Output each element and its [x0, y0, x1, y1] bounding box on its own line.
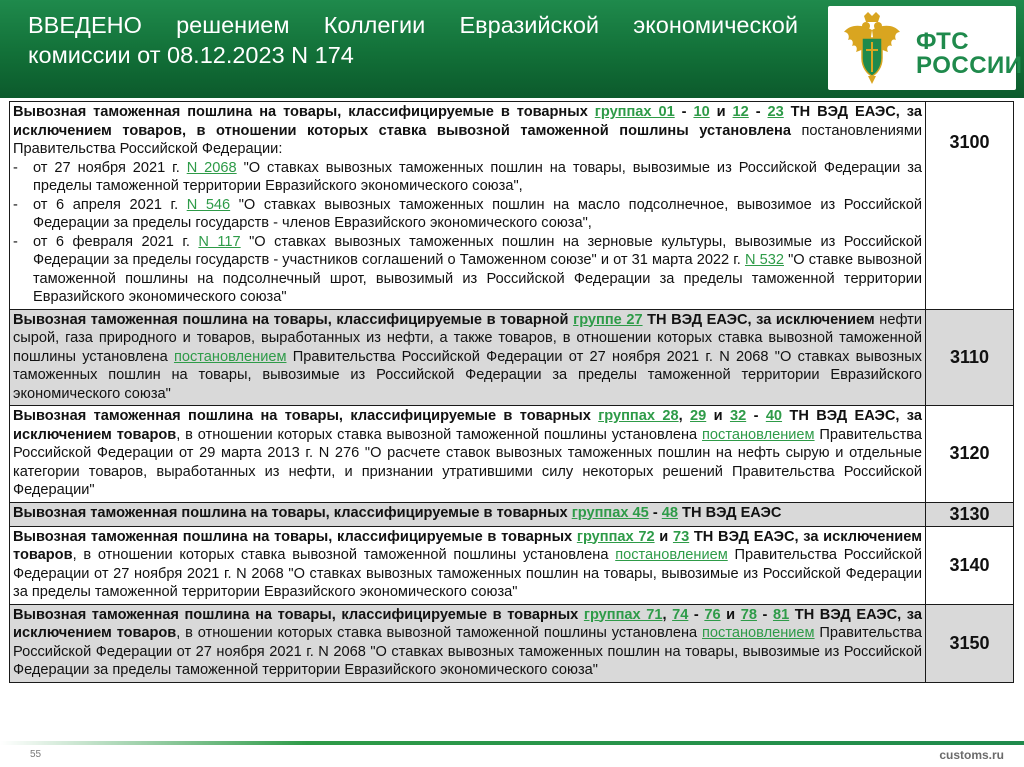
- text: постановлениями Правительства Российской Федерации:: [13, 122, 922, 157]
- site-link[interactable]: customs.ru: [939, 748, 1004, 762]
- row-description: Вывозная таможенная пошлина на товары, классифицируемые в товарных группах 71, 74 - 76 и 78 - 81 ТН ВЭД ЕАЭС, за исключением товаров, в отношении которых ставка вывозной таможенной пошлины установлена постановлением Правительства Российской Федерации от 27 ноября 2021 г. N 2068 "О ставках вывозных таможенных пошлин на товары, вывозимые из Российской Федерации за пределы таможенной территории Евразийского экономического союза": [10, 604, 926, 682]
- footer-divider: [0, 741, 1024, 745]
- link-group-23[interactable]: 23: [767, 104, 784, 120]
- link-group-78[interactable]: 78: [740, 606, 757, 623]
- link-group-10[interactable]: 10: [693, 104, 710, 120]
- link-group-74[interactable]: 74: [672, 606, 689, 623]
- slide-title: [28, 10, 798, 70]
- header-banner: [0, 0, 1024, 98]
- link-postanovlenie[interactable]: постановлением: [702, 426, 815, 443]
- link-group-29[interactable]: 29: [690, 408, 707, 424]
- link-group-28[interactable]: группах 28: [598, 408, 679, 424]
- tariff-code: 3100: [926, 102, 1014, 310]
- link-group-01[interactable]: группах 01: [594, 104, 675, 120]
- text: -: [674, 104, 694, 120]
- tariff-table: [9, 101, 1013, 683]
- tariff-code: 3110: [926, 309, 1014, 406]
- list-item: - от 6 апреля 2021 г. N 546 "О ставках вывозных таможенных пошлин на масло подсолнечное, вывозимое из Российской Федерации за пределы государств - членов Евразийского экономического союза",: [13, 196, 922, 231]
- link-group-72[interactable]: группах 72: [576, 528, 655, 545]
- table-row: [10, 309, 1014, 406]
- text: ТН ВЭД ЕАЭС, за исключением товаров, в отношении которых ставка вывозной таможенной пошлины установлена: [13, 104, 922, 139]
- row-description: Вывозная таможенная пошлина на товары, классифицируемые в товарных группах 28, 29 и 32 - 40 ТН ВЭД ЕАЭС, за исключением товаров, в отношении которых ставка вывозной таможенной пошлины установлена постановлением Правительства Российской Федерации от 29 марта 2013 г. N 276 "О расчете ставок вывозных таможенных пошлин на нефть сырую и отдельные категории товаров, выработанных из нефти, и признании утратившими силу некоторых решений Правительства Российской Федерации": [10, 406, 926, 503]
- eagle-emblem-icon: [842, 10, 902, 86]
- link-postanovlenie[interactable]: постановлением: [702, 625, 815, 641]
- link-postanovlenie[interactable]: постановлением: [615, 547, 728, 563]
- list-item: - от 27 ноября 2021 г. N 2068 "О ставках вывозных таможенных пошлин на товары, вывозимые из Российской Федерации за пределы таможенной территории Евразийского экономического союза",: [13, 159, 923, 194]
- link-group-73[interactable]: 73: [672, 528, 690, 545]
- row-description: Вывозная таможенная пошлина на товары, классифицируемые в товарных группах 72 и 73 ТН ВЭД ЕАЭС, за исключением товаров, в отношении которых ставка вывозной таможенной пошлины установлена постановлением Правительства Российской Федерации от 27 ноября 2021 г. N 2068 "О ставках вывозных таможенных пошлин на товары, вывозимые из Российской Федерации за пределы таможенной территории Евразийского экономического союза": [10, 526, 926, 604]
- table-row: [10, 604, 1014, 682]
- fts-logo: [828, 6, 1023, 90]
- link-n-546[interactable]: N 546: [186, 196, 231, 213]
- slide-title-line1: ВВЕДЕНО решением Коллегии Евразийской экономической: [28, 12, 798, 38]
- tariff-code: 3150: [926, 604, 1014, 682]
- table-row: [10, 102, 1014, 310]
- link-group-12[interactable]: 12: [732, 104, 749, 120]
- slide-title-line2: комиссии от 08.12.2023 N 174: [28, 42, 354, 68]
- row-intro: [13, 103, 922, 159]
- tariff-code: 3140: [926, 526, 1014, 604]
- link-group-45[interactable]: группах 45: [571, 504, 649, 521]
- link-group-71[interactable]: группах 71: [583, 606, 663, 623]
- link-group-48[interactable]: 48: [661, 504, 678, 521]
- link-group-27[interactable]: группе 27: [573, 311, 643, 328]
- link-group-81[interactable]: 81: [772, 606, 790, 623]
- row-description: [10, 102, 926, 310]
- logo-text: [916, 30, 1023, 78]
- table-row: [10, 502, 1014, 526]
- text: -: [748, 104, 768, 120]
- link-n-2068[interactable]: N 2068: [186, 159, 237, 176]
- logo-text-line2: РОССИИ: [916, 52, 1023, 79]
- link-group-40[interactable]: 40: [765, 408, 783, 424]
- link-group-76[interactable]: 76: [704, 606, 721, 623]
- link-group-32[interactable]: 32: [729, 408, 747, 424]
- tariff-code: 3120: [926, 406, 1014, 503]
- link-n-117[interactable]: N 117: [198, 233, 241, 250]
- table-row: [10, 406, 1014, 503]
- link-postanovlenie[interactable]: постановлением: [173, 348, 287, 365]
- table-row: [10, 526, 1014, 604]
- tariff-code: 3130: [926, 502, 1014, 526]
- text: и: [709, 104, 733, 120]
- logo-text-line1: ФТС: [916, 28, 970, 55]
- page-number: 55: [30, 749, 42, 760]
- row-description: Вывозная таможенная пошлина на товары, классифицируемые в товарных группах 45 - 48 ТН ВЭД ЕАЭС: [10, 502, 926, 526]
- row-description: Вывозная таможенная пошлина на товары, классифицируемые в товарной группе 27 ТН ВЭД ЕАЭС, за исключением нефти сырой, газа природного и товаров, выработанных из нефти, а также товаров, в отношении которых ставка вывозной таможенной пошлины установлена постановлением Правительства Российской Федерации от 27 ноября 2021 г. N 2068 "О ставках вывозных таможенных пошлин на товары, вывозимые из Российской Федерации за пределы таможенной территории Евразийского экономического союза": [10, 309, 926, 406]
- text: Вывозная таможенная пошлина на товары, классифицируемые в товарных: [13, 104, 595, 120]
- link-n-532[interactable]: N 532: [744, 252, 784, 268]
- list-item: - от 6 февраля 2021 г. N 117 "О ставках вывозных таможенных пошлин на зерновые культуры, вывозимые из Российской Федерации за пределы государств - участников соглашений о Таможенном союзе" и от 31 марта 2022 г. N 532 "О ставке вывозной таможенной пошлины на подсолнечный шрот, вывозимый из Российской Федерации за пределы таможенной территории Евразийского экономического союза": [13, 233, 922, 305]
